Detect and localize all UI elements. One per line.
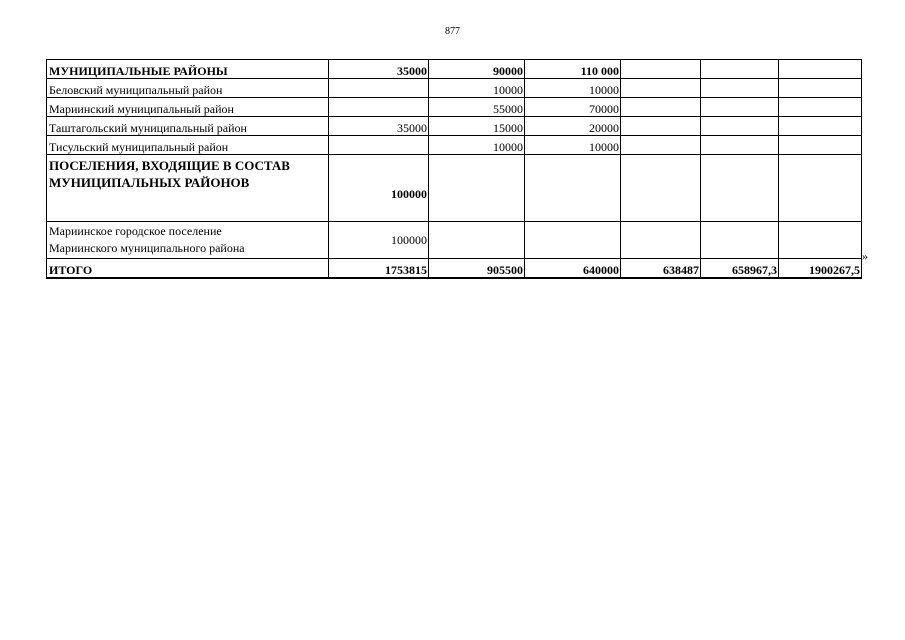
cell-value [701,222,779,259]
cell-value [329,79,429,98]
cell-value [525,155,621,222]
cell-value [429,155,525,222]
row-label [47,222,329,259]
cell-value [621,98,701,117]
cell-value: 640000 [525,259,621,279]
table-row [47,117,862,136]
budget-table [46,59,862,279]
cell-value [621,117,701,136]
cell-value: 10000 [429,136,525,155]
cell-value: 1753815 [329,259,429,279]
table-row [47,222,862,259]
cell-value [779,222,862,259]
row-label: ИТОГО [47,259,329,279]
cell-value: 658967,3 [701,259,779,279]
cell-value [701,98,779,117]
cell-value: 10000 [525,136,621,155]
closing-quote-mark: » [862,249,868,263]
cell-value: 638487 [621,259,701,279]
cell-value [701,155,779,222]
page-number: 877 [445,26,460,37]
cell-value [525,222,621,259]
cell-value [779,136,862,155]
cell-value [701,117,779,136]
cell-value [779,117,862,136]
row-label: МУНИЦИПАЛЬНЫЕ РАЙОНЫ [47,60,329,79]
cell-value [429,222,525,259]
table-row [47,259,862,279]
cell-value [701,136,779,155]
cell-value: 55000 [429,98,525,117]
table-row [47,98,862,117]
cell-value [701,79,779,98]
cell-value [621,136,701,155]
cell-value: 10000 [429,79,525,98]
cell-value [621,79,701,98]
row-label-line: Мариинского муниципального района [49,241,245,255]
cell-value [779,60,862,79]
cell-value: 100000 [329,222,429,259]
cell-value [779,98,862,117]
table-row [47,60,862,79]
cell-value: 90000 [429,60,525,79]
cell-value: 110 000 [525,60,621,79]
cell-value [329,98,429,117]
row-label-line: ПОСЕЛЕНИЯ, ВХОДЯЩИЕ В СОСТАВ [49,158,290,173]
row-label [47,155,329,222]
cell-value [621,222,701,259]
cell-value [329,136,429,155]
row-label: Тисульский муниципальный район [47,136,329,155]
cell-value [779,155,862,222]
table-row [47,136,862,155]
cell-value: 100000 [329,155,429,222]
row-label: Беловский муниципальный район [47,79,329,98]
cell-value [701,60,779,79]
cell-value [621,60,701,79]
cell-value: 20000 [525,117,621,136]
cell-value: 10000 [525,79,621,98]
row-label: Мариинский муниципальный район [47,98,329,117]
cell-value: 35000 [329,117,429,136]
row-label-line: МУНИЦИПАЛЬНЫХ РАЙОНОВ [49,175,250,190]
row-label-line: Мариинское городское поселение [49,224,222,238]
cell-value [779,79,862,98]
cell-value: 15000 [429,117,525,136]
cell-value: 70000 [525,98,621,117]
table-row [47,155,862,222]
cell-value [621,155,701,222]
row-label: Таштагольский муниципальный район [47,117,329,136]
cell-value: 35000 [329,60,429,79]
cell-value: 905500 [429,259,525,279]
cell-value: 1900267,5 [779,259,862,279]
table-row [47,79,862,98]
